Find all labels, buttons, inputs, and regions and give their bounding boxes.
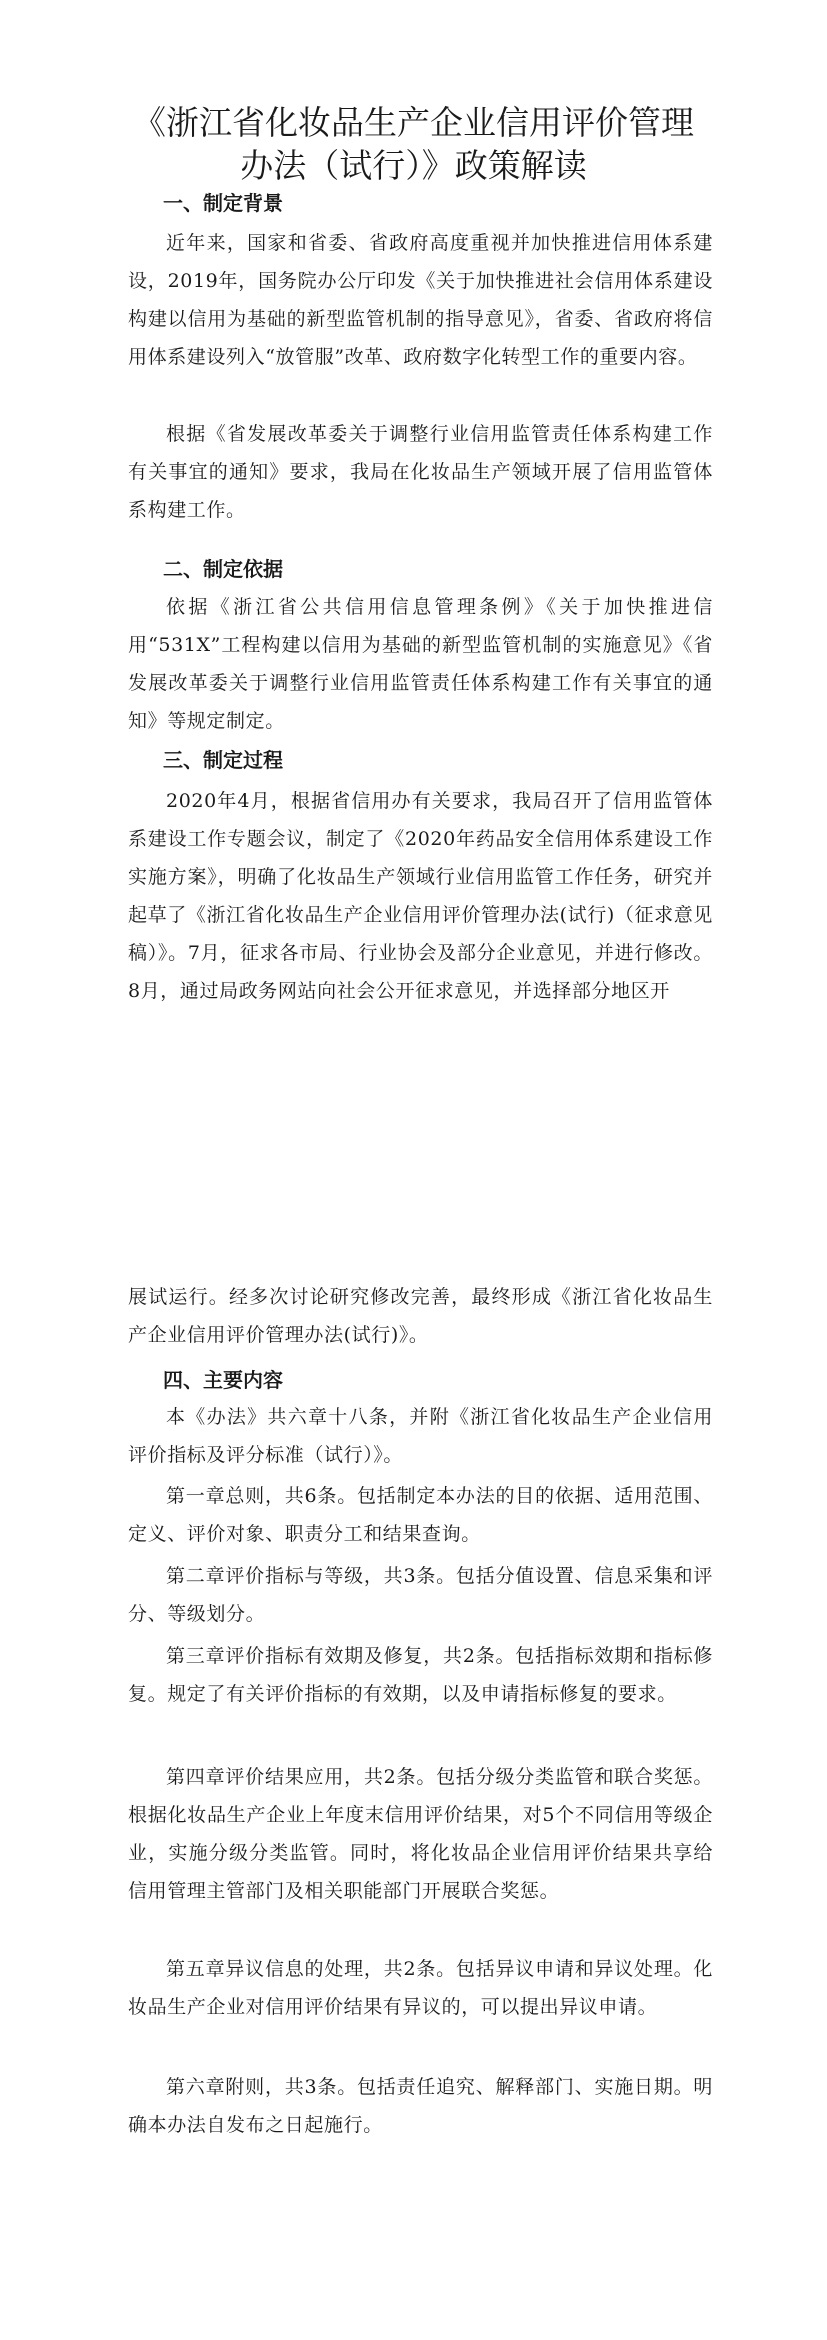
paragraph-basis-1: 依据《浙江省公共信用信息管理条例》《关于加快推进信用“531X”工程构建以信用为基础的新型监管机制的实施意见》《省发展改革委关于调整行业信用监管责任体系构建工作有关事宜的通知》等规定制定。 <box>128 596 713 732</box>
section-heading-content: 四、主要内容 <box>163 1368 283 1392</box>
document-title-line-2: 办法（试行）》政策解读 <box>240 146 587 185</box>
paragraph-content-chapter-5: 第五章异议信息的处理，共2条。包括异议申请和异议处理。化妆品生产企业对信用评价结果有异议的，可以提出异议申请。 <box>128 1958 713 2018</box>
paragraph-content-chapter-1: 第一章总则，共6条。包括制定本办法的目的依据、适用范围、定义、评价对象、职责分工和结果查询。 <box>128 1485 713 1545</box>
paragraph-content-chapter-3: 第三章评价指标有效期及修复，共2条。包括指标效期和指标修复。规定了有关评价指标的有效期，以及申请指标修复的要求。 <box>128 1645 713 1705</box>
paragraph-content-chapter-2: 第二章评价指标与等级，共3条。包括分值设置、信息采集和评分、等级划分。 <box>128 1565 713 1625</box>
section-heading-basis: 二、制定依据 <box>163 557 283 581</box>
paragraph-content-chapter-6: 第六章附则，共3条。包括责任追究、解释部门、实施日期。明确本办法自发布之日起施行。 <box>128 2076 713 2136</box>
paragraph-process-2: 展试运行。经多次讨论研究修改完善，最终形成《浙江省化妆品生产企业信用评价管理办法(试行)》。 <box>128 1286 713 1346</box>
section-heading-process: 三、制定过程 <box>163 748 283 772</box>
section-heading-background: 一、制定背景 <box>163 191 283 215</box>
paragraph-content-1: 本《办法》共六章十八条，并附《浙江省化妆品生产企业信用评价指标及评分标准（试行）》。 <box>128 1406 713 1466</box>
paragraph-background-1: 近年来，国家和省委、省政府高度重视并加快推进信用体系建设，2019年，国务院办公厅印发《关于加快推进社会信用体系建设构建以信用为基础的新型监管机制的指导意见》，省委、省政府将信用体系建设列入“放管服”改革、政府数字化转型工作的重要内容。 <box>128 232 713 368</box>
paragraph-process-1: 2020年4月，根据省信用办有关要求，我局召开了信用监管体系建设工作专题会议，制定了《2020年药品安全信用体系建设工作实施方案》，明确了化妆品生产领域行业信用监管工作任务，研究并起草了《浙江省化妆品生产企业信用评价管理办法(试行)（征求意见稿）》。7月，征求各市局、行业协会及部分企业意见，并进行修改。8月，通过局政务网站向社会公开征求意见，并选择部分地区开 <box>128 790 713 1002</box>
paragraph-background-2: 根据《省发展改革委关于调整行业信用监管责任体系构建工作有关事宜的通知》要求，我局在化妆品生产领域开展了信用监管体系构建工作。 <box>128 423 713 521</box>
paragraph-content-chapter-4: 第四章评价结果应用，共2条。包括分级分类监管和联合奖惩。根据化妆品生产企业上年度末信用评价结果，对5个不同信用等级企业，实施分级分类监管。同时，将化妆品企业信用评价结果共享给信用管理主管部门及相关职能部门开展联合奖惩。 <box>128 1766 713 1902</box>
document-title-line-1: 《浙江省化妆品生产企业信用评价管理 <box>133 103 694 142</box>
